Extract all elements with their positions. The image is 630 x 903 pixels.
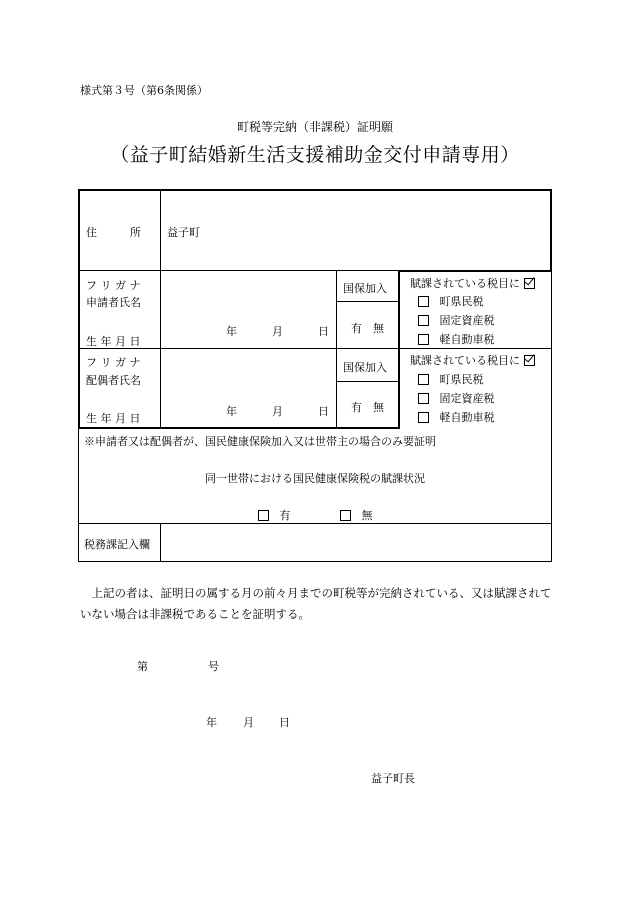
checkbox-icon[interactable] bbox=[418, 412, 429, 423]
address-label: 住 所 bbox=[86, 226, 141, 239]
checkbox-icon[interactable] bbox=[418, 334, 429, 345]
applicant-tax-header: 賦課されている税目に bbox=[410, 277, 520, 290]
option-no-label: 無 bbox=[361, 509, 373, 522]
cert-day: 日 bbox=[279, 716, 290, 729]
checkbox-icon[interactable] bbox=[340, 510, 351, 521]
number-suffix: 号 bbox=[208, 660, 219, 673]
office-entry-field[interactable] bbox=[162, 525, 550, 560]
applicant-birth-year: 年 bbox=[226, 325, 237, 338]
checkbox-icon[interactable] bbox=[418, 315, 429, 326]
office-row-label: 税務課記入欄 bbox=[84, 538, 150, 551]
applicant-name-label: 申請者氏名 bbox=[86, 296, 141, 309]
checkbox-icon[interactable] bbox=[258, 510, 269, 521]
applicant-birth-day: 日 bbox=[318, 325, 329, 338]
checkmark-icon bbox=[524, 355, 535, 366]
applicant-furigana-label: フ リ ガ ナ bbox=[86, 279, 141, 292]
spouse-birth-label: 生 年 月 日 bbox=[86, 412, 141, 425]
applicant-insurance-label: 国保加入 bbox=[343, 282, 387, 295]
spouse-birth-day: 日 bbox=[318, 405, 329, 418]
spouse-tax-item: 固定資産税 bbox=[439, 392, 495, 405]
spouse-tax-item: 軽自動車税 bbox=[439, 411, 495, 424]
checkbox-icon[interactable] bbox=[418, 296, 429, 307]
spouse-tax-header: 賦課されている税目に bbox=[410, 354, 520, 367]
applicant-insurance-value[interactable]: 有 無 bbox=[351, 322, 384, 335]
cert-year: 年 bbox=[206, 716, 217, 729]
spouse-birth-year: 年 bbox=[226, 405, 237, 418]
issuer-name: 益子町長 bbox=[371, 772, 415, 785]
number-prefix: 第 bbox=[137, 660, 148, 673]
spouse-insurance-value[interactable]: 有 無 bbox=[351, 401, 384, 414]
notice-status-title: 同一世帯における国民健康保険税の賦課状況 bbox=[205, 472, 425, 485]
applicant-birth-month: 月 bbox=[272, 325, 283, 338]
form-number: 様式第３号（第6条関係） bbox=[80, 84, 208, 97]
option-yes-label: 有 bbox=[279, 509, 291, 522]
checkbox-icon[interactable] bbox=[418, 393, 429, 404]
spouse-name-label: 配偶者氏名 bbox=[86, 374, 141, 387]
applicant-tax-item: 固定資産税 bbox=[439, 314, 495, 327]
spouse-birth-month: 月 bbox=[272, 405, 283, 418]
spouse-furigana-label: フ リ ガ ナ bbox=[86, 356, 141, 369]
document-subtitle: （益子町結婚新生活支援補助金交付申請専用） bbox=[110, 144, 520, 166]
applicant-birth-label: 生 年 月 日 bbox=[86, 335, 141, 348]
option-no[interactable] bbox=[340, 507, 373, 523]
document-title: 町税等完納（非課税）証明願 bbox=[236, 120, 393, 134]
certification-text: 上記の者は、証明日の属する月の前々月までの町税等が完納されている、又は賦課されていない場合は非課税であることを証明する。 bbox=[80, 586, 552, 621]
address-value[interactable]: 益子町 bbox=[167, 226, 200, 239]
cert-month: 月 bbox=[243, 716, 254, 729]
spouse-tax-item: 町県民税 bbox=[439, 373, 484, 386]
checkbox-icon[interactable] bbox=[418, 374, 429, 385]
spouse-insurance-label: 国保加入 bbox=[343, 361, 387, 374]
option-yes[interactable] bbox=[258, 507, 291, 523]
checkmark-icon bbox=[524, 278, 535, 289]
applicant-tax-item: 軽自動車税 bbox=[439, 333, 495, 346]
applicant-tax-item: 町県民税 bbox=[439, 295, 484, 308]
notice-note: ※申請者又は配偶者が、国民健康保険加入又は世帯主の場合のみ要証明 bbox=[84, 435, 436, 448]
